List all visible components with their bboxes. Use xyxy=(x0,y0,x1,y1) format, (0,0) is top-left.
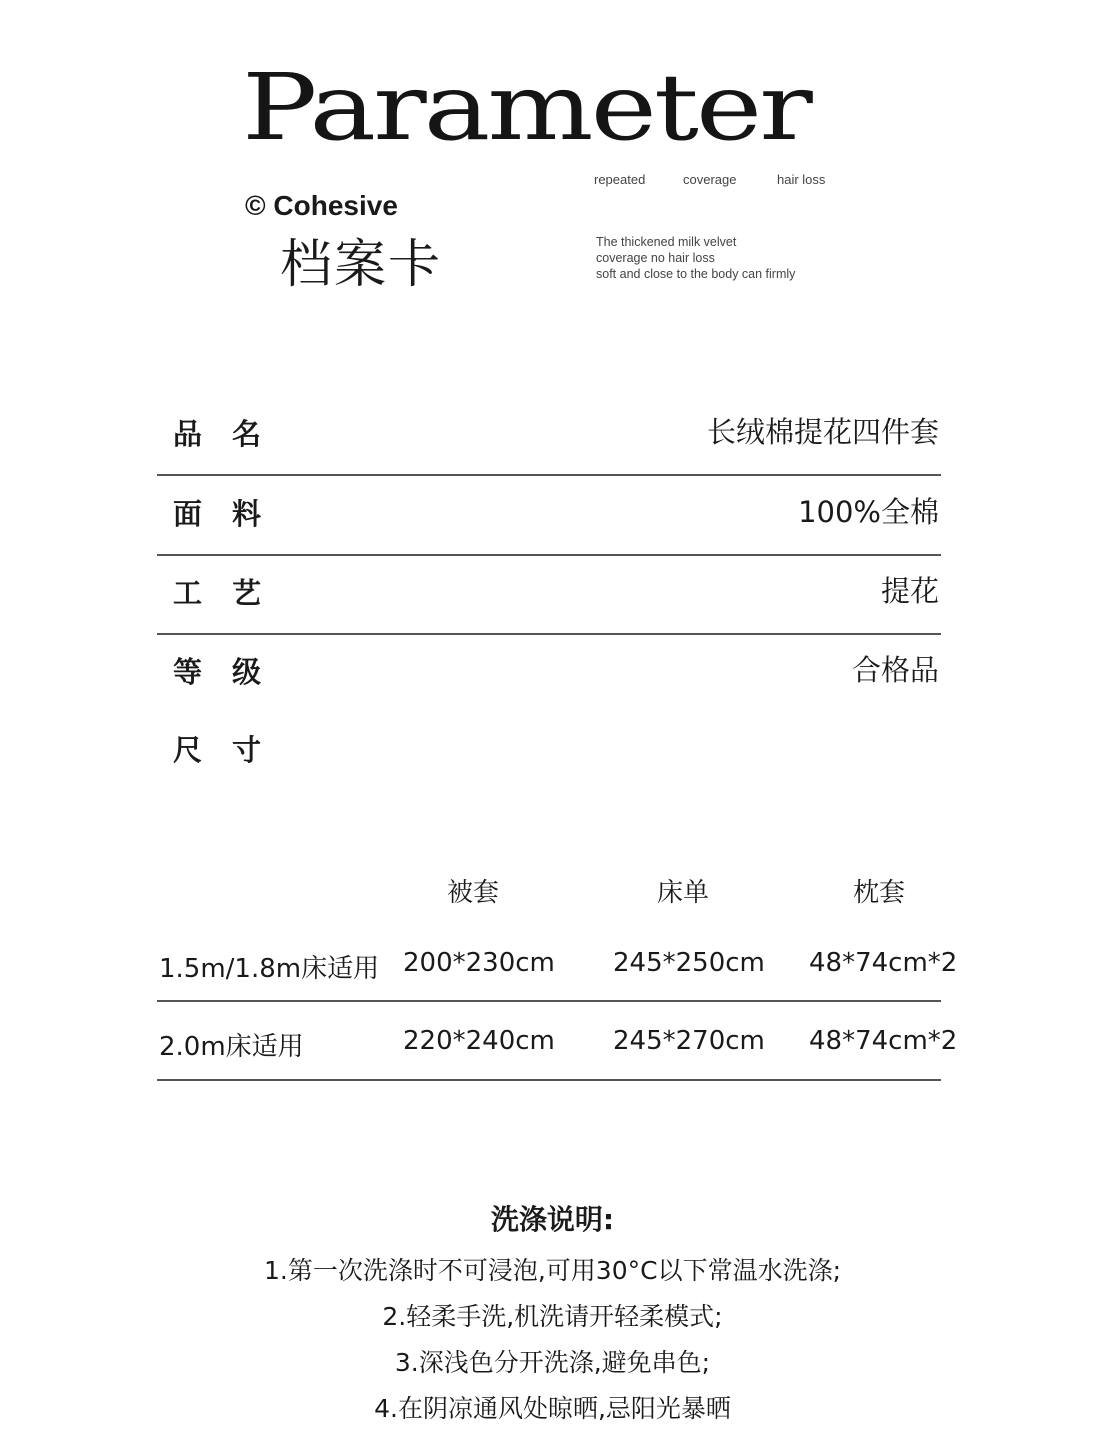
row-label: 2.0m床适用 xyxy=(159,1032,304,1062)
divider xyxy=(157,1000,941,1002)
description-line: soft and close to the body can firmly xyxy=(596,267,796,281)
page-title: Parameter xyxy=(242,54,810,162)
cell-value: 48*74cm*2 xyxy=(809,948,958,978)
spec-label: 尺寸 xyxy=(173,733,292,767)
divider xyxy=(157,554,941,556)
divider xyxy=(157,474,941,476)
spec-label: 等级 xyxy=(173,655,292,689)
divider xyxy=(157,633,941,635)
spec-row-fabric xyxy=(157,478,941,556)
row-label: 1.5m/1.8m床适用 xyxy=(159,954,380,984)
description-line: coverage no hair loss xyxy=(596,251,715,265)
care-item: 1.第一次洗涤时不可浸泡,可用30°C以下常温水洗涤; xyxy=(264,1256,841,1285)
spec-row-craft xyxy=(157,557,941,635)
spec-value: 合格品 xyxy=(851,653,939,687)
header-duvet-cover: 被套 xyxy=(446,878,499,908)
description xyxy=(596,234,795,282)
cell-value: 220*240cm xyxy=(403,1026,555,1056)
spec-value: 100%全棉 xyxy=(798,495,939,529)
cell-value: 48*74cm*2 xyxy=(809,1026,958,1056)
tag-hair-loss: hair loss xyxy=(777,172,826,187)
spec-label: 品名 xyxy=(173,417,292,451)
care-title: 洗涤说明: xyxy=(490,1203,615,1236)
spec-label: 工艺 xyxy=(173,576,292,610)
header-bed-sheet: 床单 xyxy=(656,878,709,908)
spec-row-name xyxy=(157,398,941,476)
care-instructions xyxy=(0,1198,1105,1432)
spec-value: 长绒棉提花四件套 xyxy=(706,415,939,449)
spec-value: 提花 xyxy=(880,574,939,608)
spec-row-grade xyxy=(157,636,941,714)
spec-row-size xyxy=(157,714,941,792)
spec-label: 面料 xyxy=(173,497,292,531)
divider xyxy=(157,1079,941,1081)
cell-value: 200*230cm xyxy=(403,948,555,978)
care-item: 4.在阴凉通风处晾晒,忌阳光暴晒 xyxy=(374,1394,731,1423)
tag-repeated: repeated xyxy=(594,172,646,187)
care-item: 2.轻柔手洗,机洗请开轻柔模式; xyxy=(382,1302,723,1331)
description-line: The thickened milk velvet xyxy=(596,235,737,249)
header-pillowcase: 枕套 xyxy=(852,878,905,908)
care-item: 3.深浅色分开洗涤,避免串色; xyxy=(394,1348,711,1377)
cell-value: 245*270cm xyxy=(613,1026,765,1056)
page-subtitle: 档案卡 xyxy=(280,235,443,295)
cell-value: 245*250cm xyxy=(613,948,765,978)
tag-coverage: coverage xyxy=(683,172,737,187)
brand-name: © Cohesive xyxy=(245,190,398,221)
